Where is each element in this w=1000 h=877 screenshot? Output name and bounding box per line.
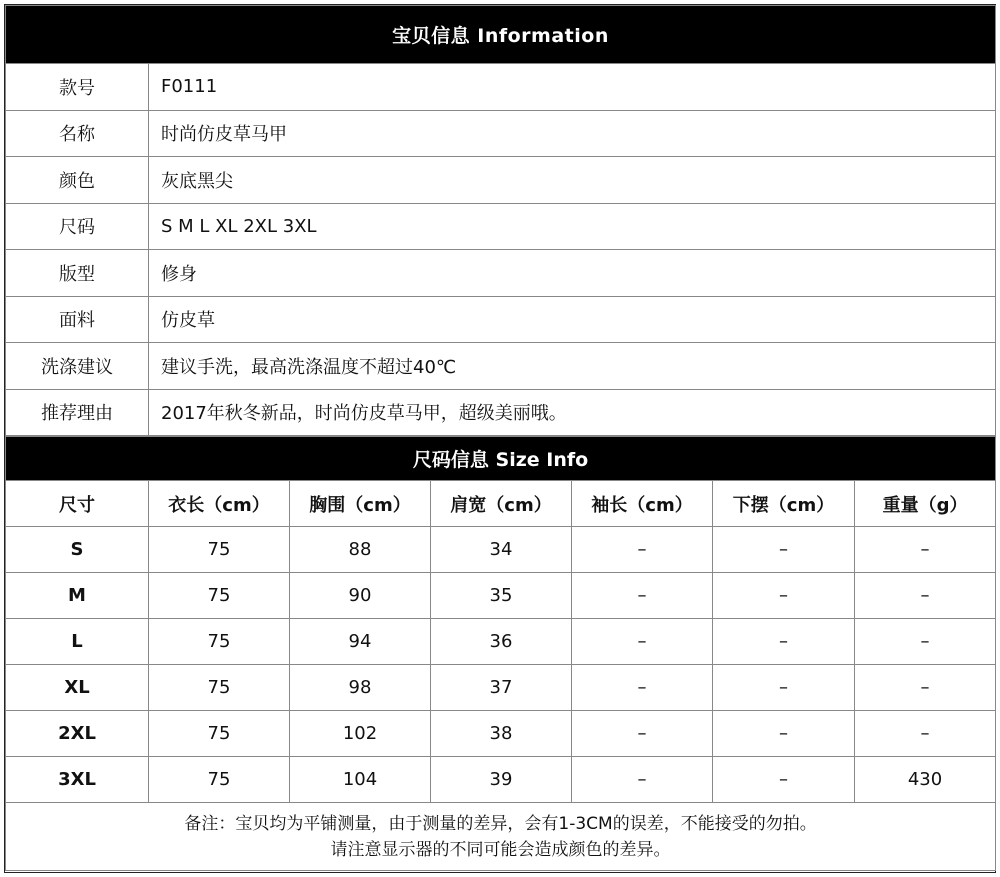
info-label: 名称 (6, 110, 149, 157)
size-value-cell: – (572, 573, 713, 619)
info-value: S M L XL 2XL 3XL (149, 203, 996, 250)
size-value-cell: – (855, 573, 996, 619)
size-value-cell: 35 (431, 573, 572, 619)
size-row (6, 665, 996, 711)
info-row (6, 296, 996, 343)
size-value-cell: 90 (290, 573, 431, 619)
size-label-cell: 2XL (6, 711, 149, 757)
size-header-cell: 尺寸 (6, 481, 149, 527)
info-value: 时尚仿皮草马甲 (149, 110, 996, 157)
info-rows (6, 64, 996, 436)
info-label: 洗涤建议 (6, 343, 149, 390)
info-label: 面料 (6, 296, 149, 343)
size-value-cell: 39 (431, 757, 572, 803)
size-value-cell: 104 (290, 757, 431, 803)
size-label-cell: L (6, 619, 149, 665)
size-value-cell: 75 (149, 527, 290, 573)
size-header-row (6, 481, 996, 527)
info-banner: 宝贝信息 Information (6, 6, 996, 64)
size-table (5, 436, 996, 871)
size-value-cell: 36 (431, 619, 572, 665)
size-value-cell: 75 (149, 757, 290, 803)
size-header-cell: 重量（g） (855, 481, 996, 527)
info-row (6, 250, 996, 297)
size-value-cell: – (713, 573, 855, 619)
note-line-2: 请注意显示器的不同可能会造成颜色的差异。 (330, 839, 671, 860)
note-cell (6, 803, 996, 871)
size-value-cell: – (713, 527, 855, 573)
size-label-cell: XL (6, 665, 149, 711)
size-row (6, 527, 996, 573)
size-value-cell: – (572, 665, 713, 711)
info-label: 版型 (6, 250, 149, 297)
info-value: 2017年秋冬新品，时尚仿皮草马甲，超级美丽哦。 (149, 389, 996, 436)
size-header-cell: 肩宽（cm） (431, 481, 572, 527)
size-value-cell: 98 (290, 665, 431, 711)
size-value-cell: 34 (431, 527, 572, 573)
size-banner: 尺码信息 Size Info (6, 437, 996, 481)
info-value: F0111 (149, 64, 996, 111)
info-value: 仿皮草 (149, 296, 996, 343)
size-rows (6, 527, 996, 803)
size-value-cell: 37 (431, 665, 572, 711)
size-value-cell: – (855, 619, 996, 665)
size-value-cell: – (713, 711, 855, 757)
size-value-cell: – (572, 711, 713, 757)
size-value-cell: – (572, 619, 713, 665)
note-line-1: 备注：宝贝均为平铺测量，由于测量的差异，会有1-3CM的误差，不能接受的勿拍。 (184, 813, 817, 834)
size-label-cell: S (6, 527, 149, 573)
info-value: 灰底黑尖 (149, 157, 996, 204)
size-value-cell: 94 (290, 619, 431, 665)
size-value-cell: – (713, 619, 855, 665)
info-label: 推荐理由 (6, 389, 149, 436)
info-label: 尺码 (6, 203, 149, 250)
size-value-cell: – (713, 757, 855, 803)
size-value-cell: – (855, 527, 996, 573)
size-label-cell: M (6, 573, 149, 619)
size-header-cell: 下摆（cm） (713, 481, 855, 527)
size-value-cell: 430 (855, 757, 996, 803)
size-value-cell: 38 (431, 711, 572, 757)
size-label-cell: 3XL (6, 757, 149, 803)
size-header-cell: 袖长（cm） (572, 481, 713, 527)
size-value-cell: – (855, 665, 996, 711)
size-value-cell: 75 (149, 619, 290, 665)
info-value: 修身 (149, 250, 996, 297)
size-row (6, 619, 996, 665)
size-row (6, 711, 996, 757)
size-row (6, 573, 996, 619)
info-value: 建议手洗，最高洗涤温度不超过40℃ (149, 343, 996, 390)
size-value-cell: 88 (290, 527, 431, 573)
info-table (5, 5, 996, 436)
size-value-cell: 102 (290, 711, 431, 757)
size-value-cell: 75 (149, 711, 290, 757)
size-header-cell: 衣长（cm） (149, 481, 290, 527)
size-value-cell: – (855, 711, 996, 757)
info-label: 款号 (6, 64, 149, 111)
size-header-cell: 胸围（cm） (290, 481, 431, 527)
info-row (6, 157, 996, 204)
size-value-cell: 75 (149, 665, 290, 711)
size-value-cell: – (572, 527, 713, 573)
size-value-cell: 75 (149, 573, 290, 619)
info-row (6, 343, 996, 390)
info-row (6, 64, 996, 111)
size-value-cell: – (572, 757, 713, 803)
info-row (6, 110, 996, 157)
info-row (6, 389, 996, 436)
size-row (6, 757, 996, 803)
product-info-sheet (4, 4, 996, 873)
size-value-cell: – (713, 665, 855, 711)
info-row (6, 203, 996, 250)
info-label: 颜色 (6, 157, 149, 204)
